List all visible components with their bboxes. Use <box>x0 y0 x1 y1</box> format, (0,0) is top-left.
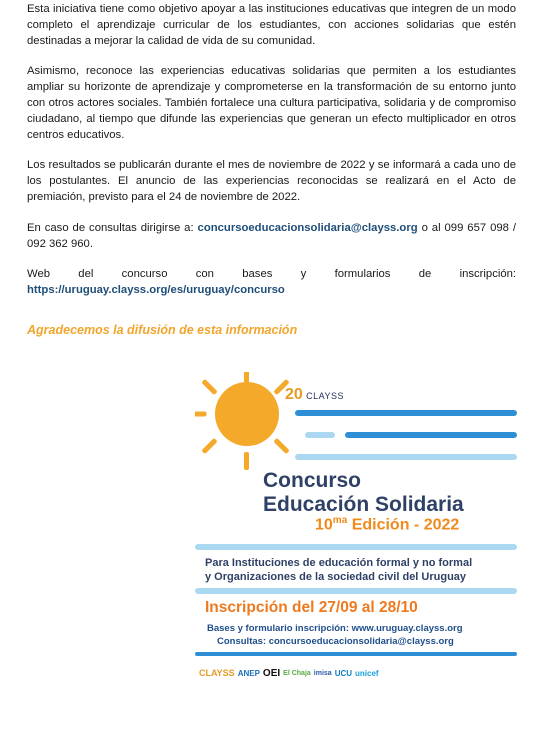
deco-bar <box>345 432 517 438</box>
paragraph-results: Los resultados se publicarán durante el mes de noviembre de 2022 y se informará a cada uno de los postulantes. El anuncio de las experiencias reconocidas se realizará en el Acto de premiación, previsto para el 24 de noviembre de 2022. <box>27 159 516 203</box>
poster-bases-info: Bases y formulario inscripción: www.uruguay.clayss.org <box>207 623 463 634</box>
contact-suffix: o al 099 657 098 / 092 362 960. <box>27 221 516 250</box>
web-word: bases <box>242 268 273 281</box>
thanks-note: Agradecemos la difusión de esta información <box>27 323 298 337</box>
sponsor-logos <box>195 660 517 686</box>
sun-ray <box>201 438 217 454</box>
edition-ordinal: ma <box>332 515 348 526</box>
deco-bar <box>295 454 517 460</box>
paragraph-recognition: Asimismo, reconoce las experiencias educativas solidarias que permiten a los estudiantes ampliar su horizonte de aprendizaje y comprometerse en la transformación de su entorno junto con otros actores sociales. También fortalece una cultura participativa, solidaria y de compromiso ciudadano, al tiempo que difunde las experiencias que generan un efecto multiplicador en otros centros educativos. <box>27 65 516 141</box>
sponsor-logo-ucu: UCU <box>334 668 353 678</box>
sun-ray <box>273 438 289 454</box>
poster-consultas-info: Consultas: concursoeducacionsolidaria@clayss.org <box>217 636 454 647</box>
document-body <box>27 2 516 314</box>
web-word: formularios <box>334 268 391 281</box>
paragraph-objective: Esta iniciativa tiene como objetivo apoyar a las instituciones educativas que integren de un modo completo el aprendizaje curricular de los estudiantes, con acciones solidarias que estén destinadas a mejorar la calidad de vida de su comunidad. <box>27 3 516 47</box>
clayss-anniversary-logo <box>285 386 344 404</box>
sponsor-logo-oei: OEI <box>262 667 281 679</box>
poster-target-line2: y Organizaciones de la sociedad civil del Uruguay <box>205 571 467 583</box>
deco-bar <box>195 652 517 656</box>
sun-ray <box>201 379 217 395</box>
logo-name: CLAYSS <box>306 391 344 401</box>
web-word: con <box>195 268 214 281</box>
sun-icon <box>215 382 279 446</box>
sponsor-logo-unicef: unicef <box>355 668 379 678</box>
logo-twenty: 20 <box>285 386 303 403</box>
deco-bar <box>305 432 335 438</box>
deco-bar <box>195 588 517 594</box>
poster-target-line1: Para Instituciones de educación formal y no formal <box>205 557 473 569</box>
contest-poster <box>195 372 517 690</box>
deco-bar <box>295 410 517 416</box>
sponsor-logo-clayss: CLAYSS <box>199 668 235 678</box>
sponsor-logo-el-chaja: El Chaja <box>283 669 311 677</box>
web-word: de <box>418 268 432 281</box>
poster-inscription-dates: Inscripción del 27/09 al 28/10 <box>205 599 418 616</box>
sponsor-logo-anep: ANEP <box>237 668 260 678</box>
sun-ray <box>244 452 249 470</box>
poster-title-line2: Educación Solidaria <box>263 493 464 516</box>
contest-url-link[interactable]: https://uruguay.clayss.org/es/uruguay/concurso <box>27 284 285 297</box>
edition-number: 10 <box>315 516 333 534</box>
web-word: Web <box>27 268 51 281</box>
sun-ray <box>244 372 249 384</box>
sun-ray <box>195 412 207 417</box>
contact-email-link[interactable]: concursoeducacionsolidaria@clayss.org <box>197 221 418 234</box>
web-line <box>27 267 516 283</box>
paragraph-web-url <box>27 283 516 299</box>
web-word: del <box>78 268 94 281</box>
web-word: y <box>300 268 307 281</box>
web-word: concurso <box>121 268 168 281</box>
web-word: inscripción: <box>459 268 517 281</box>
poster-edition <box>315 515 459 534</box>
contact-prefix: En caso de consultas dirigirse a: <box>27 221 198 234</box>
deco-bar <box>195 544 517 550</box>
edition-label: Edición - 2022 <box>347 516 460 534</box>
paragraph-contact <box>27 221 516 253</box>
poster-title-line1: Concurso <box>263 469 362 492</box>
sponsor-logo-imisa: imisa <box>313 669 332 677</box>
